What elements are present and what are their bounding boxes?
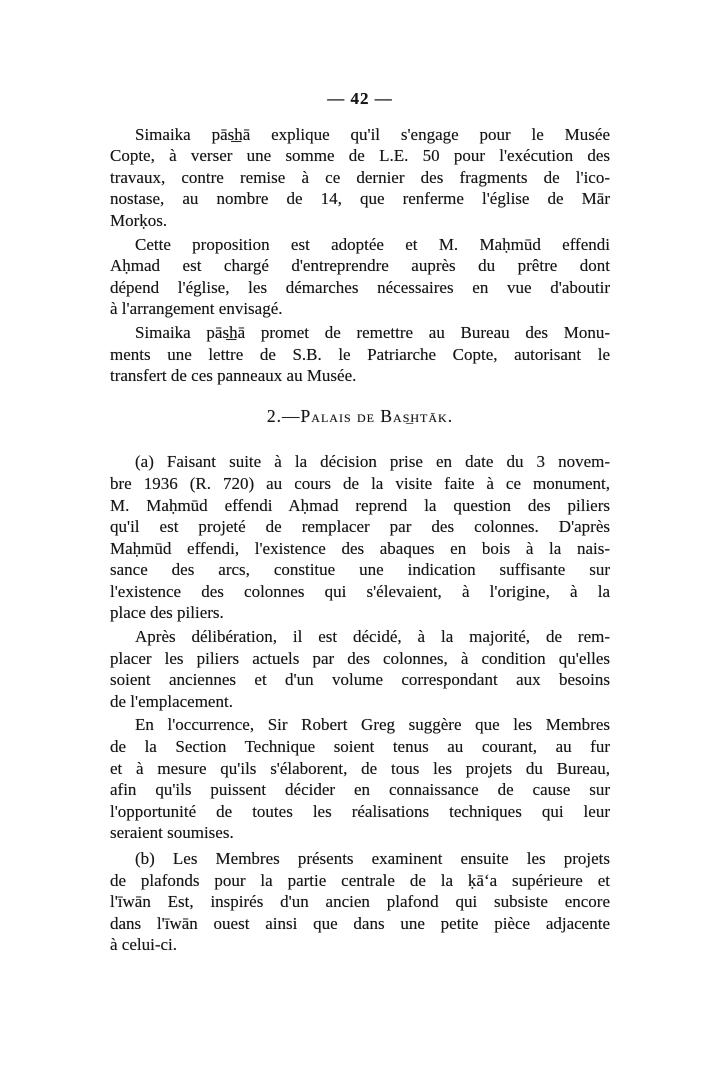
text-line: Simaika pās͟hā explique qu'il s'engage pour le Musée (135, 124, 610, 144)
text-line: nostase, au nombre de 14, que renferme l'église de Mār (110, 189, 610, 209)
text-line: Aḥmad est chargé d'entreprendre auprès du prêtre dont (110, 256, 610, 276)
text-line: seraient soumises. (110, 823, 234, 843)
text-line: de l'emplacement. (110, 691, 233, 711)
text-line: qu'il est projeté de remplacer par des colonnes. D'après (110, 517, 610, 537)
text-line: En l'occurrence, Sir Robert Greg suggère que les Membres (135, 715, 610, 735)
text-line: M. Maḥmūd effendi Aḥmad reprend la question des piliers (110, 495, 610, 515)
paragraph-simaika-engagement (110, 124, 610, 232)
text-line: sance des arcs, constitue une indication suffisante sur (110, 560, 610, 580)
paragraph-b-plafonds (110, 848, 610, 956)
text-line: ments une lettre de S.B. le Patriarche Copte, autorisant le (110, 344, 610, 364)
text-line: dépend l'église, les démarches nécessaires en vue d'aboutir (110, 277, 610, 297)
text-line: de la Section Technique soient tenus au courant, au fur (110, 737, 610, 757)
text-line: et à mesure qu'ils s'élaborent, de tous les projets du Bureau, (110, 758, 610, 778)
text-line: afin qu'ils puissent décider en connaissance de cause sur (110, 780, 610, 800)
document-page (110, 0, 610, 956)
text-line: (a) Faisant suite à la décision prise en date du 3 novem- (135, 452, 610, 472)
paragraph-deliberation (110, 626, 610, 712)
page-number: — 42 — (327, 89, 393, 108)
text-line: à l'arrangement envisagé. (110, 299, 283, 319)
text-line: l'existence des colonnes qui s'élevaient, à l'origine, à la (110, 581, 610, 601)
text-line: Maḥmūd effendi, l'existence des abaques en bois à la nais- (110, 538, 610, 558)
text-line: transfert de ces panneaux au Musée. (110, 366, 357, 386)
text-line: l'īwān Est, inspirés d'un ancien plafond qui subsiste encore (110, 892, 610, 912)
text-line: l'opportunité de toutes les réalisations techniques qui leur (110, 801, 610, 821)
paragraph-simaika-promet (110, 322, 610, 387)
text-line: place des piliers. (110, 603, 224, 623)
text-line: (b) Les Membres présents examinent ensuite les projets (135, 849, 610, 868)
paragraph-robert-greg (110, 714, 610, 844)
text-line: Morḳos. (110, 210, 168, 230)
paragraph-proposition-adoptee (110, 234, 610, 320)
text-line: dans l'īwān ouest ainsi que dans une petite pièce adjacente (110, 913, 610, 933)
text-line: à celui-ci. (110, 935, 178, 955)
text-line: de plafonds pour la partie centrale de la ḳāʻa supérieure et (110, 870, 610, 890)
text-line: Simaika pās͟hā promet de remettre au Bureau des Monu- (135, 322, 610, 342)
text-line: bre 1936 (R. 720) au cours de la visite faite à ce monument, (110, 473, 610, 493)
text-line: Après délibération, il est décidé, à la majorité, de rem- (135, 627, 610, 647)
text-line: soient anciennes et d'un volume correspondant aux besoins (110, 670, 610, 690)
paragraph-a-piliers (110, 451, 610, 624)
text-line: placer les piliers actuels par des colonnes, à condition qu'elles (110, 648, 610, 668)
text-line: Cette proposition est adoptée et M. Maḥmūd effendi (135, 234, 610, 254)
text-line: travaux, contre remise à ce dernier des fragments de l'ico- (110, 167, 610, 187)
section-heading-palais-de-bashtak: 2.—Palais de Bas͟htāk. (266, 405, 454, 426)
text-line: Copte, à verser une somme de L.E. 50 pour l'exécution des (110, 146, 610, 166)
